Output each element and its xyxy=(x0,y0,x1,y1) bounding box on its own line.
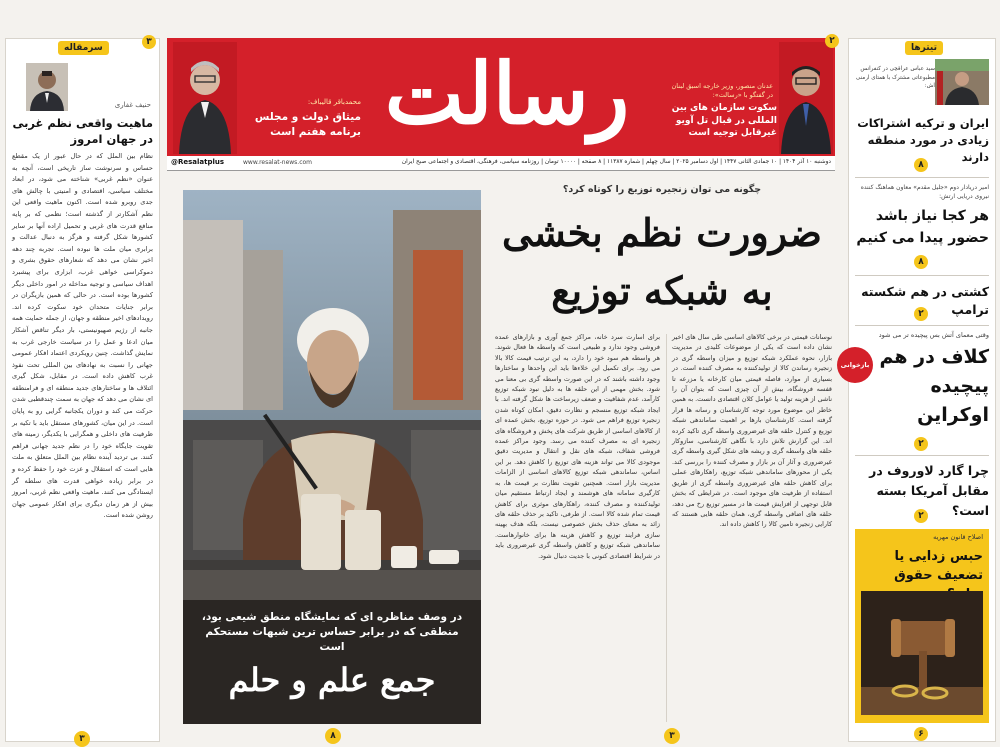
divider xyxy=(855,325,989,326)
page-number-badge: ۸ xyxy=(914,158,928,172)
author-avatar xyxy=(26,63,68,111)
ghalibaf-name: محمدباقر قالیباف: xyxy=(307,98,361,106)
gavel-image xyxy=(861,591,983,715)
masthead xyxy=(167,38,835,156)
editorial-body: نظام بین الملل که در حال عبور از یک مقطع حساس و سرنوشت ساز تاریخی است، آنچه به عنوان «نظم غربی» شناخته می شود، در ابعاد مختلف سیاسی، اقتصادی و امنیتی با چالش های جدی روبرو شده است. اکنون ماهیت واقعی این نظم آشکارتر از گذشته است؛ نظمی که بر پایه منافع قدرت های غربی و تحمیل اراده آنها بر سایر کشورها شکل گرفته و هرگز به دنبال عدالت و برابری میان ملت ها نبوده است. تجربه چند دهه اخیر نشان می دهد که شعارهای حقوق بشری و دموکراسی خواهی غرب، ابزاری برای پیشبرد اهداف سیاسی و توجیه مداخله در امور داخلی دیگر کشورها بوده است. در حالی که همین بازیگران در برابر جنایات متحدان خود سکوت کرده اند. رویدادهای اخیر منطقه و جهان، از جمله حمایت همه جانبه از رژیم صهیونیستی، بار دیگر تناقض آشکار میان ادعا و عمل را در سیاست خارجی غرب به نمایش گذاشت. چنین رویکردی اعتماد افکار عمومی جهانی را نسبت به نهادهای بین المللی تحت نفوذ غرب کاهش داده است. در مقابل، شکل گیری ائتلاف ها و ساختارهای جدید منطقه ای و فرامنطقه ای نشان می دهد که جهان به سمت چندقطبی شدن حرکت می کند و دوران یکجانبه گرایی رو به پایان است. در این میان، کشورهای مستقل باید با تکیه بر ظرفیت های داخلی و همگرایی با یکدیگر، زمینه های تقویت جایگاه خود را در نظم جدید جهانی فراهم کنند. بی تردید آینده نظام بین الملل متعلق به ملت هایی است که استقلال و عزت خود را حفظ کرده و در برابر زیاده خواهی قدرت های سلطه گر ایستادگی می کنند. ماهیت واقعی نظم غربی، امروز بیش از هر زمان دیگری برای افکار عمومی جهان روشن شده است. xyxy=(9,152,153,520)
page-number-badge: ۸ xyxy=(325,728,341,744)
item3-title: کشتی در هم شکسته ترامپ xyxy=(861,284,989,317)
photo-headline: جمع علم و حلم xyxy=(228,661,436,699)
page-number-badge: ۳ xyxy=(664,728,680,744)
araghchi-photo xyxy=(935,59,989,105)
main-body-right: نوسانات قیمتی در برخی کالاهای اساسی طی سال های اخیر نشان داده است که یکی از موضوعات کلیدی در مدیریت بازار، نحوه عملکرد شبکه توزیع و میزان واسطه گری در زنجیره رساندن کالا از تولیدکننده به مصرف کننده است. در بسیاری از موارد، فاصله قیمتی میان کارخانه یا مزرعه تا قفسه فروشگاه، بیش از آن چیزی است که بتوان آن را ناشی از هزینه تولید یا عوامل کلان اقتصادی دانست. به همین خاطر این موضوع مورد توجه کارشناسان و رسانه ها قرار گرفته است. کارشناسان بارها بر اهمیت ساماندهی شبکه توزیع و کنترل حلقه های غیرضروری واسطه گری تاکید کرده اند. این گزارش تلاش دارد با نگاهی کارشناسی، سازوکار حلقه های واسطه گری و ریشه های شکل گیری واسطه گری غیرضروری و آثار آن بر بازار و مصرف کننده را بررسی کند. یکی از محورهای ساماندهی شبکه توزیع، راهکارهای عملی برای کاهش حلقه های غیرضروری واسطه گری از طریق استفاده از ظرفیت های موجود است. در شرایطی که بخش قابل توجهی از افزایش قیمت ها در مسیر توزیع رخ می دهد، حلقه های اضافی واسطه گری، همان حلقه هایی هستند که کارایی زنجیره تامین کالا را کاهش داده اند. xyxy=(669,333,832,529)
column-divider xyxy=(666,334,667,722)
item5-title: چرا گارد لاوروف در مقابل آمریکا بسته است؟ xyxy=(869,463,989,518)
item4-caption: وقتی معمای آتش بس پیچیده تر می شود xyxy=(878,331,989,339)
mansour-quote: سکوت سازمان های بین المللی در قبال تل آویو غیرقابل توجیه است xyxy=(671,103,777,138)
editorial-author: حنیف غفاری xyxy=(114,101,151,109)
photo-caption: در وصف مناظره ای که نمایشگاه منطق شیعی بود، منطقی که در برابر حساس ترین شبهات مستحکم است xyxy=(201,611,463,653)
editorial-label: سرمقاله xyxy=(58,41,109,55)
page-number-badge: ۲ xyxy=(914,307,928,321)
item4-title: کلاف در هم پیچیده اوکراین xyxy=(879,346,989,426)
sidebar-label: تیترها xyxy=(905,41,943,55)
editorial-column xyxy=(5,38,160,742)
editorial-title: ماهیت واقعی نظم غربی در جهان امروز xyxy=(12,116,153,146)
social-handle: @Resalatplus xyxy=(171,158,225,166)
page-number-badge: ۳ xyxy=(142,35,156,49)
item1-caption: سید عباس عراقچی در کنفرانس مطبوعاتی مشترک با همتای ارمنی اش: xyxy=(855,66,935,89)
ghalibaf-quote: میثاق دولت و مجلس برنامه هفتم است xyxy=(254,111,361,138)
page-number-badge: ۲ xyxy=(914,437,928,451)
headlines-sidebar xyxy=(840,38,996,742)
page-number-badge: ۸ xyxy=(914,255,928,269)
main-kicker: چگونه می توان زنجیره توزیع را کوتاه کرد؟ xyxy=(562,184,762,195)
feature-box xyxy=(855,529,989,723)
divider xyxy=(855,177,989,178)
main-headline-line1: ضرورت نظم بخشی xyxy=(502,210,822,255)
page-number-badge: ۶ xyxy=(914,727,928,741)
item2-title: هر کجا نیاز باشد حضور پیدا می کنیم xyxy=(856,208,989,246)
photo-story xyxy=(183,190,481,724)
divider xyxy=(855,455,989,456)
box-caption: اصلاح قانون مهریه xyxy=(933,533,983,541)
newspaper-logo: رسالت xyxy=(384,44,630,143)
analysis-stamp: بازخوانی xyxy=(837,347,873,383)
page-number-badge: ۲ xyxy=(914,509,928,523)
page-number-badge: ۳ xyxy=(74,731,90,747)
main-headline-line2: به شبکه توزیع xyxy=(551,268,773,313)
mansour-photo xyxy=(779,42,833,154)
dateline: دوشنبه ۱۰ آذر ۱۴۰۴ | ۱۰ جمادی الثانی ۱۴۴۷ | اول دسامبر ۲۰۲۵ | سال چهلم | شماره ۱۱۳۸۷ | ۸ صفحه | ۱۰۰۰۰ تومان | روزنامه سیاسی، فرهنگی، اقتصادی و اجتماعی صبح ایران xyxy=(401,159,831,165)
item1-title: ایران و ترکیه اشتراکات زیادی در مورد منطقه دارند xyxy=(857,116,989,164)
ghalibaf-photo xyxy=(173,42,237,154)
item2-caption: امیر دریادار دوم «جلیل مقدم» معاون هماهنگ کننده نیروی دریایی ارتش: xyxy=(860,184,989,200)
divider xyxy=(855,275,989,276)
box-title: حبس زدایی یا تضعیف حقوق xyxy=(894,549,983,583)
dateline-bar xyxy=(167,156,835,171)
page-number-badge: ۲ xyxy=(825,34,839,48)
main-body-left: برای اسارت سرد خانه، مراکز جمع آوری و بازارهای عمده فروشی وجود ندارد و طبیعی است که واسطه ها فعال شوند. هر واسطه هم سود خود را دارد، به این ترتیب قیمت کالا بالا می رود. برای تکمیل این خلاءها باید این واحدها و ساختارها وجود داشته باشند که در این صورت واسطه گری بی معنا می شود. بخش مهمی از این حلقه ها به دلیل نبود شبکه توزیع کارآمد، عدم شفافیت و ضعف زیرساخت ها شکل گرفته اند. با ایجاد شبکه توزیع منسجم و نظارت دقیق، امکان کوتاه شدن زنجیره توزیع فراهم می شود. در حوزه توزیع، بخش عمده ای از کالاهای اساسی از طریق شرکت های پخش و فروشگاه های زنجیره ای به مصرف کننده می رسد. وجود مراکز عمده فروشی شفاف، شبکه های نقل و انتقال و مدیریت دقیق موجودی کالا می تواند هزینه های توزیع را کاهش دهد. بر این اساس، ساماندهی شبکه توزیع کالاهای اساسی از الزامات مدیریت بازار است. همچنین تقویت نظارت بر قیمت ها، به کارگیری سامانه های هوشمند و ایجاد ارتباط مستقیم میان تولیدکننده و مصرف کننده، راهکارهای موثری برای کاهش قیمت تمام شده کالا است. از طرفی، تاکید بر حذف حلقه های زائد به معنای حذف بخش خصوصی نیست، بلکه هدف بهینه سازی فرایند توزیع و کاهش هزینه ها برای خانوارهاست. ساماندهی شبکه توزیع و کاهش واسطه گری غیرضروری باید در شرایط اقتصادی کنونی با جدیت دنبال شود. xyxy=(492,333,660,560)
website: www.resalat-news.com xyxy=(243,159,313,166)
mansour-name: عدنان منصور، وزیر خارجه اسبق لبنان در گفتگو با «رسالت»: xyxy=(671,82,773,99)
